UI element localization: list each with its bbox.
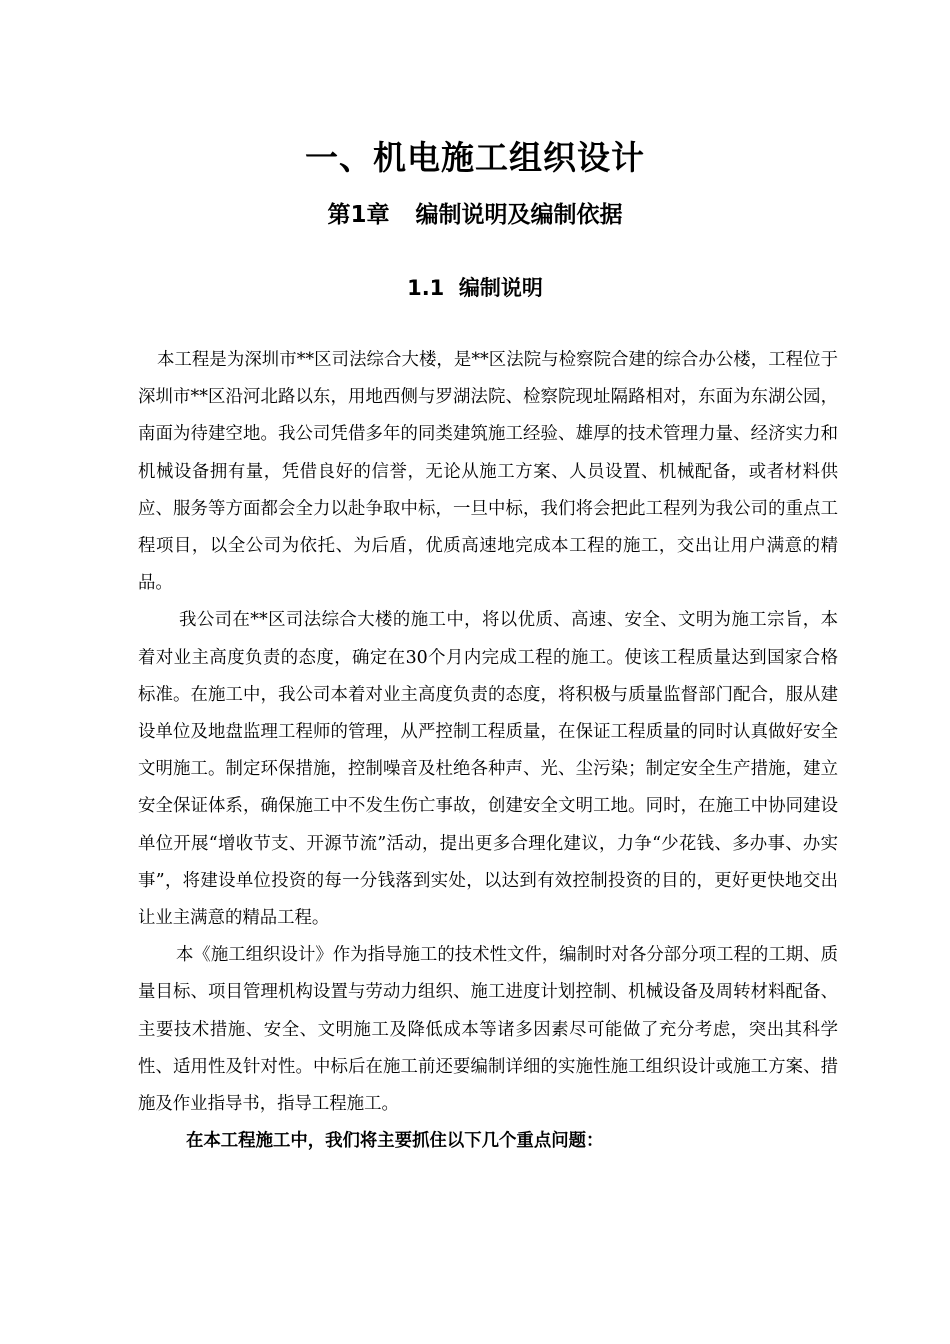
paragraph-construction-commitment: 我公司在**区司法综合大楼的施工中，将以优质、高速、安全、文明为施工宗旨，本着对业主高度负责的态度，确定在30个月内完成工程的施工。使该工程质量达到国家合格标准。在施工中，我公司本着对业主高度负责的态度，将积极与质量监督部门配合，服从建设单位及地盘监理工程师的管理，从严控制工程质量，在保证工程质量的同时认真做好安全文明施工。制定环保措施，控制噪音及杜绝各种声、光、尘污染；制定安全生产措施，建立安全保证体系，确保施工中不发生伤亡事故，创建安全文明工地。同时，在施工中协同建设单位开展“增收节支、开源节流”活动，提出更多合理化建议，力争“少花钱、多办事、办实事”，将建设单位投资的每一分钱落到实处，以达到有效控制投资的目的，更好更快地交出让业主满意的精品工程。 (138, 610, 838, 929)
section-title: 编制说明 (458, 276, 543, 300)
section-heading (0, 273, 950, 303)
document-title: 一、机电施工组织设计 (305, 138, 645, 177)
chapter-title: 编制说明及编制依据 (415, 202, 623, 228)
paragraph-project-overview: 本工程是为深圳市**区司法综合大楼，是**区法院与检察院合建的综合办公楼，工程位于深圳市**区沿河北路以东，用地西侧与罗湖法院、检察院现址隔路相对，东面为东湖公园，南面为待建空地。我公司凭借多年的同类建筑施工经验、雄厚的技术管理力量、经济实力和机械设备拥有量，凭借良好的信誉，无论从施工方案、人员设置、机械配备，或者材料供应、服务等方面都会全力以赴争取中标，一旦中标，我们将会把此工程列为我公司的重点工程项目，以全公司为依托、为后盾，优质高速地完成本工程的施工，交出让用户满意的精品。 (138, 350, 838, 594)
paragraph-key-issues-intro: 在本工程施工中，我们将主要抓住以下几个重点问题： (186, 1131, 604, 1152)
chapter-heading (0, 199, 950, 231)
body-text (138, 342, 838, 1160)
section-number: 1.1 (407, 276, 445, 300)
chapter-number: 第1章 (327, 202, 390, 228)
paragraph-design-purpose: 本《施工组织设计》作为指导施工的技术性文件，编制时对各分部分项工程的工期、质量目标、项目管理机构设置与劳动力组织、施工进度计划控制、机械设备及周转材料配备、主要技术措施、安全、文明施工及降低成本等诸多因素尽可能做了充分考虑，突出其科学性、适用性及针对性。中标后在施工前还要编制详细的实施性施工组织设计或施工方案、措施及作业指导书，指导工程施工。 (138, 945, 838, 1115)
